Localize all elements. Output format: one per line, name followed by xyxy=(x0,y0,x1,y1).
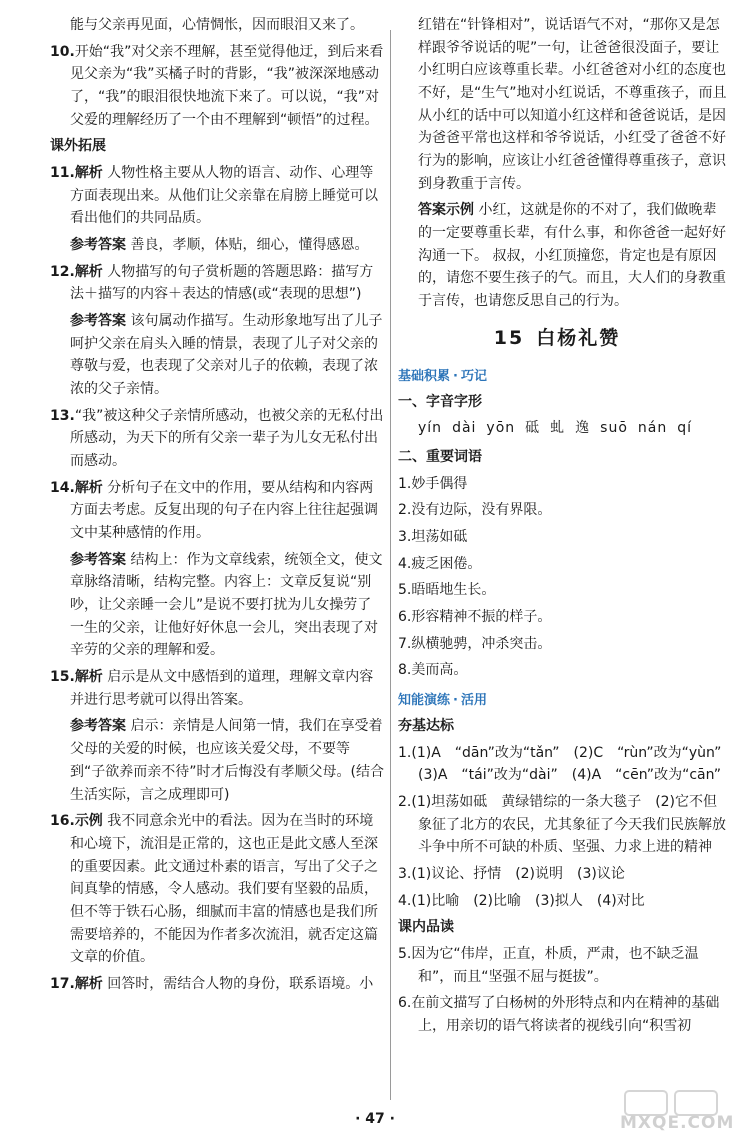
q17-answer: 答案示例 小红，这就是你的不对了，我们做晚辈的一定要尊重长辈，有什么事，和你爸爸一起好好沟通一下。 叔叔，小红顶撞您，肯定也是有原因的，请您不要生孩子的气。而且，大人们的身教重于言传，也请您反思自己的行为。 xyxy=(418,202,726,310)
left-column xyxy=(50,14,384,1000)
lesson-number: 15 xyxy=(493,326,525,349)
watermark-logo xyxy=(616,1090,736,1133)
q9-continuation: 能与父亲再见面，心情惆怅，因而眼泪又来了。 xyxy=(70,17,364,33)
section-heading-kwtz: 课外拓展 xyxy=(50,138,106,155)
answer-5: 5.因为它“伟岸，正直，朴质，严肃，也不缺乏温和”，而且“坚强不屈与挺拔”。 xyxy=(398,946,699,985)
band-jichu: 基础积累 · 巧记 xyxy=(398,368,487,384)
answer-4: 4.(1)比喻 (2)比喻 (3)拟人 (4)对比 xyxy=(398,892,645,909)
word-6: 6.形容精神不振的样子。 xyxy=(398,608,552,625)
watermark-text: MXQE.COM xyxy=(620,1113,735,1133)
word-7: 7.纵横驰骋，冲杀突击。 xyxy=(398,635,552,652)
pinyin-row: yín dài yōn 砥 虬 逸 suō nán qí xyxy=(418,420,692,437)
page-number: · 47 · xyxy=(355,1111,395,1127)
q11-answer: 参考答案 善良，孝顺，体贴，细心，懂得感恩。 xyxy=(70,237,369,254)
word-1: 1.妙手偶得 xyxy=(398,475,468,492)
q17-continuation: 红错在“针锋相对”，说话语气不对，“那你又是怎样跟爷爷说话的呢”一句，让爸爸很没面子，要让小红明白应该尊重长辈。小红爸爸对小红的态度也不好，是“生气”地对小红说话，不尊重孩子，而且从小红的话中可以知道小红这样和爸爸说话，是因为爸爸平常也这样和爷爷说话，小红受了爸爸不好行为的影响，应该让小红爸爸懂得尊重孩子，意识到身教重于言传。 xyxy=(418,17,727,192)
lesson-title: 15 白杨礼赞 xyxy=(493,326,621,349)
answer-6: 6.在前文描写了白杨树的外形特点和内在精神的基础上，用亲切的语气将读者的视线引向“积雪初 xyxy=(398,995,720,1035)
q14-answer: 参考答案 结构上：作为文章线索，统领全文，使文章脉络清晰，结构完整。内容上：文章反复说“别吵，让父亲睡一会儿”是说不要打扰为儿女操劳了一生的父亲，让他好好休息一会儿，突出表现了对辛劳的父亲的理解和爱。 xyxy=(70,551,383,659)
word-8: 8.美而高。 xyxy=(398,662,468,679)
word-2: 2.没有边际，没有界限。 xyxy=(398,502,552,519)
q16: 16.示例 我不同意余光中的看法。因为在当时的环境和心境下，流泪是正常的，这也正是此文感人至深的重要因素。此文通过朴素的语言，写出了父子之间真挚的情感，令人感动。我们要有坚毅的品质，但不等于铁石心肠，细腻而丰富的情感也是我们所需要培养的，不能因为作者多次流泪，就否定这篇文章的价值。 xyxy=(50,813,378,966)
heading-dabiao: 夯基达标 xyxy=(398,717,454,734)
q14: 14.解析 分析句子在文中的作用，要从结构和内容两方面去考虑。反复出现的句子在内容上往往起强调文中某种感情的作用。 xyxy=(50,479,378,542)
q10: 10.开始“我”对父亲不理解，甚至觉得他迂，到后来看见父亲为“我”买橘子时的背影，“我”被深深地感动了，“我”的眼泪很快地流下来了。可以说，“我”对父爱的理解经历了一个由不理解到“顿悟”的过程。 xyxy=(50,43,384,128)
q17: 17.解析 回答时，需结合人物的身份，联系语境。小 xyxy=(50,975,374,992)
q15: 15.解析 启示是从文中感悟到的道理，理解文章内容并进行思考就可以得出答案。 xyxy=(50,669,374,708)
right-column xyxy=(398,14,736,1042)
q12-answer: 参考答案 该句属动作描写。生动形象地写出了儿子呵护父亲在肩头入睡的情景，表现了儿子对父亲的尊敬与爱，也表现了父亲对儿子的依赖，表现了浓浓的父子亲情。 xyxy=(70,313,383,398)
word-5: 5.晤晤地生长。 xyxy=(398,582,496,599)
q11: 11.解析 人物性格主要从人物的语言、动作、心理等方面表现出来。从他们让父亲靠在肩膀上睡觉可以看出他们的共同品质。 xyxy=(50,165,378,227)
column-divider xyxy=(390,30,391,1100)
part-zizi: 一、字音字形 xyxy=(398,393,482,410)
q15-answer: 参考答案 启示：亲情是人间第一情，我们在享受着父母的关爱的时候，也应该关爱父母，不要等到“子欲养而亲不待”时才后悔没有孝顺父母。(结合生活实际，言之成理即可) xyxy=(70,718,384,803)
part-ciyu: 二、重要词语 xyxy=(398,448,482,465)
answer-1: 1.(1)A “dān”改为“tǎn” (2)C “rùn”改为“yùn” (3)A “tái”改为“dài” (4)A “cēn”改为“cān” xyxy=(398,744,736,784)
answer-3: 3.(1)议论、抒情 (2)说明 (3)议论 xyxy=(398,866,625,883)
heading-kenei: 课内品读 xyxy=(398,919,454,936)
band-zhineng: 知能演练 · 活用 xyxy=(398,692,487,708)
answer-2: 2.(1)坦荡如砥 黄绿错综的一条大毯子 (2)它不但象征了北方的农民，尤其象征了今天我们民族解放斗争中所不可缺的朴质、坚强、力求上进的精神 xyxy=(398,794,726,856)
word-4: 4.疲乏困倦。 xyxy=(398,555,482,572)
q13: 13.“我”被这种父子亲情所感动，也被父亲的无私付出所感动，为天下的所有父亲一辈子为儿女无私付出而感动。 xyxy=(50,407,384,470)
q12: 12.解析 人物描写的句子赏析题的答题思路：描写方法＋描写的内容＋表达的情感(或“表现的思想”) xyxy=(50,263,374,303)
word-3: 3.坦荡如砥 xyxy=(398,528,468,545)
